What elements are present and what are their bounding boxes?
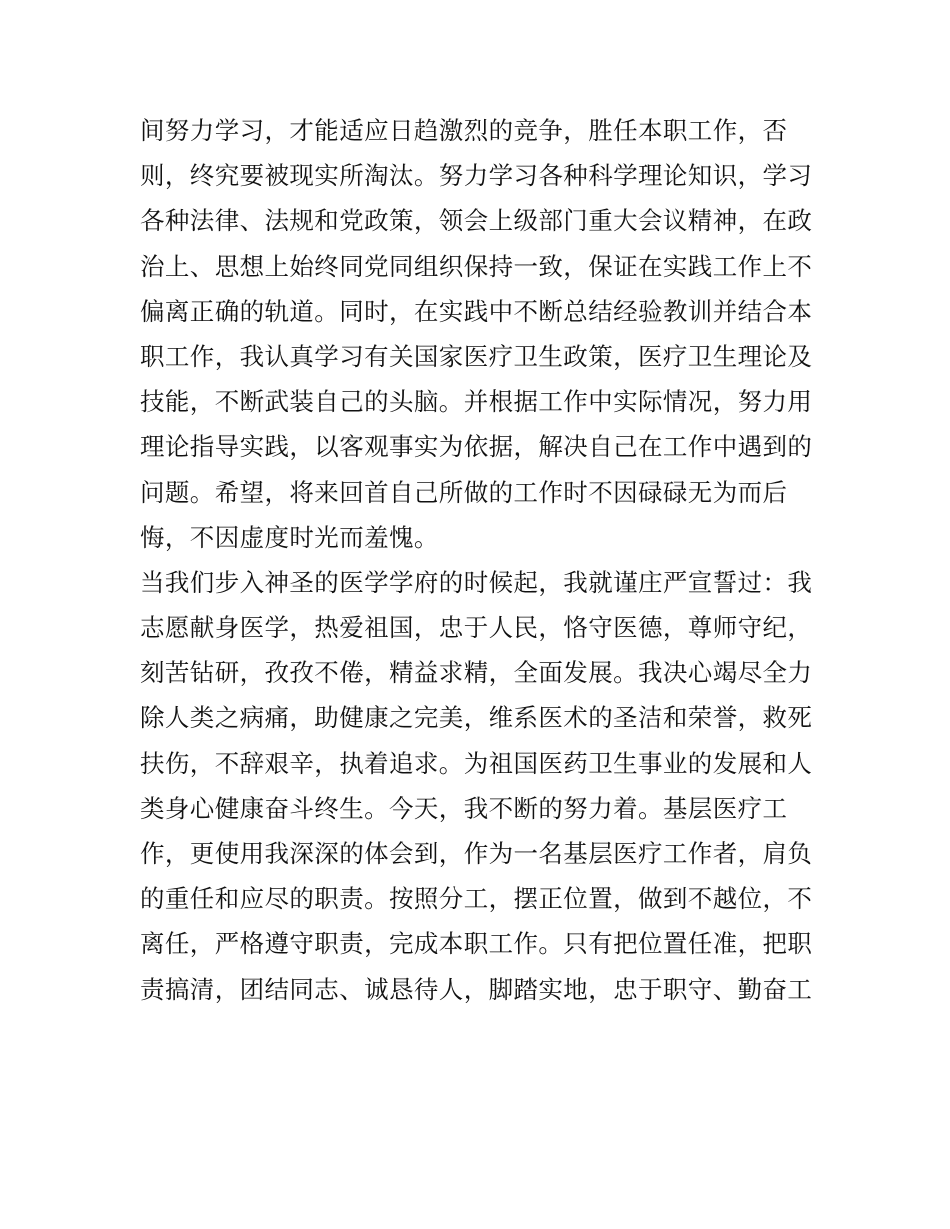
text-line: 偏离正确的轨道。同时，在实践中不断总结经验教训并结合本 [140, 296, 813, 326]
text-line: 治上、思想上始终同党同组织保持一致，保证在实践工作上不 [140, 251, 813, 281]
text-line: 除人类之病痛，助健康之完美，维系医术的圣洁和荣誉，救死 [140, 703, 813, 733]
text-line: 类身心健康奋斗终生。今天，我不断的努力着。基层医疗工 [140, 793, 788, 823]
text-line: 刻苦钻研，孜孜不倦，精益求精，全面发展。我决心竭尽全力 [140, 658, 813, 688]
text-line: 技能，不断武装自己的头脑。并根据工作中实际情况，努力用 [140, 387, 813, 417]
text-line: 悔，不因虚度时光而羞愧。 [140, 522, 439, 552]
text-line: 间努力学习，才能适应日趋激烈的竞争，胜任本职工作，否 [140, 116, 788, 145]
text-line: 问题。希望，将来回首自己所做的工作时不因碌碌无为而后 [140, 477, 788, 507]
text-line: 当我们步入神圣的医学学府的时候起，我就谨庄严宣誓过：我 [140, 567, 813, 597]
text-line: 责搞清，团结同志、诚恳待人，脚踏实地，忠于职守、勤奋工 [140, 974, 813, 1004]
text-line: 志愿献身医学，热爱祖国，忠于人民，恪守医德，尊师守纪， [140, 613, 813, 643]
text-line: 理论指导实践，以客观事实为依据，解决自己在工作中遇到的 [140, 432, 813, 462]
text-line: 的重任和应尽的职责。按照分工，摆正位置，做到不越位，不 [140, 884, 813, 914]
text-line: 作，更使用我深深的体会到，作为一名基层医疗工作者，肩负 [140, 839, 813, 868]
text-line: 离任，严格遵守职责，完成本职工作。只有把位置任准，把职 [140, 929, 813, 959]
text-line: 则，终究要被现实所淘汰。努力学习各种科学理论知识，学习 [140, 161, 813, 191]
text-line: 各种法律、法规和党政策，领会上级部门重大会议精神，在政 [140, 206, 813, 236]
body-text [140, 108, 820, 1012]
text-line: 扶伤，不辞艰辛，执着追求。为祖国医药卫生事业的发展和人 [140, 748, 813, 778]
text-line: 职工作，我认真学习有关国家医疗卫生政策，医疗卫生理论及 [140, 341, 813, 371]
